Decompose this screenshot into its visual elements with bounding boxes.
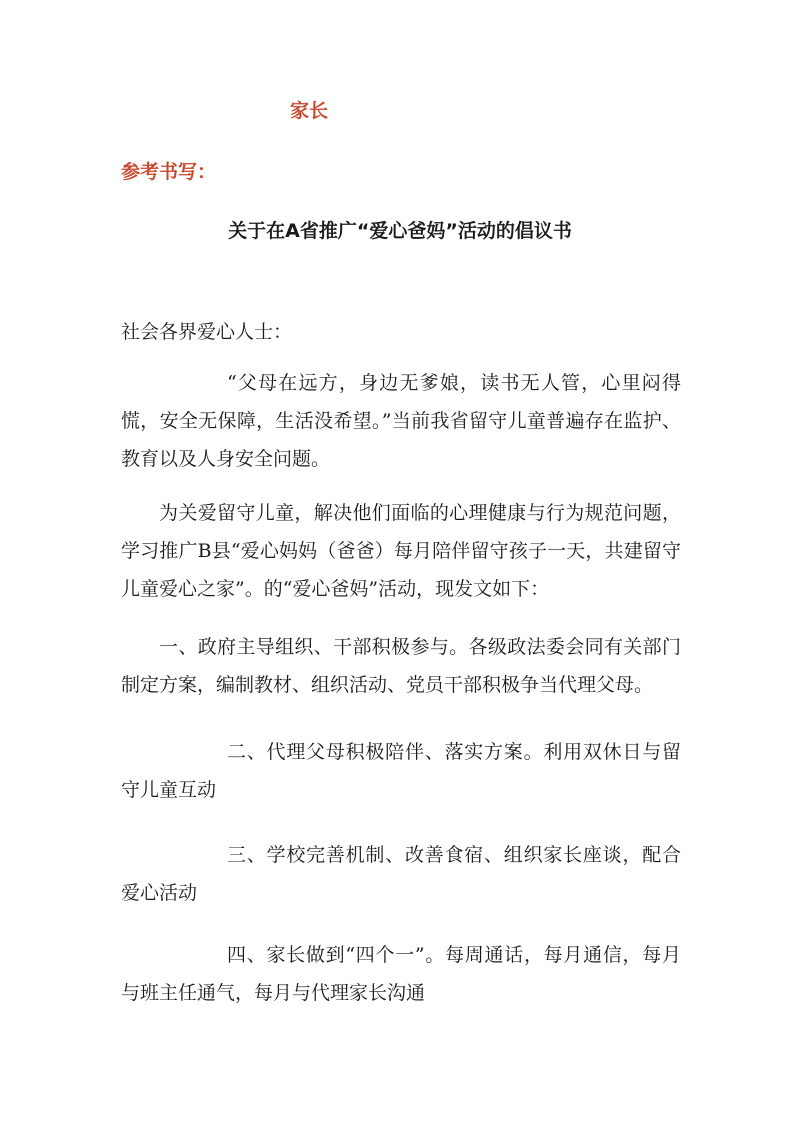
paragraph-purpose: 为关爱留守儿童，解决他们面临的心理健康与行为规范问题，学习推广B县“爱心妈妈（爸爸）每月陪伴留守孩子一天，共建留守儿童爱心之家”。的“爱心爸妈”活动，现发文如下： [121, 502, 681, 600]
paragraph-item-2: 二、代理父母积极陪伴、落实方案。利用双休日与留守儿童互动 [121, 741, 681, 801]
reference-label: 参考书写： [121, 161, 217, 183]
document-title: 关于在A省推广“爱心爸妈”活动的倡议书 [228, 220, 572, 242]
salutation: 社会各界爱心人士： [121, 321, 293, 343]
role-heading: 家长 [290, 100, 329, 122]
paragraph-item-4: 四、家长做到“四个一”。每周通话，每月通信，每月与班主任通气，每月与代理家长沟通 [121, 944, 681, 1004]
paragraph-item-3: 三、学校完善机制、改善食宿、组织家长座谈，配合爱心活动 [121, 844, 681, 904]
paragraph-intro: “父母在远方，身边无爹娘，读书无人管，心里闷得慌，安全无保障，生活没希望。”当前我省留守儿童普遍存在监护、教育以及人身安全问题。 [121, 372, 681, 470]
paragraph-item-1: 一、政府主导组织、干部积极参与。各级政法委会同有关部门制定方案，编制教材、组织活动、党员干部积极争当代理父母。 [121, 636, 681, 696]
